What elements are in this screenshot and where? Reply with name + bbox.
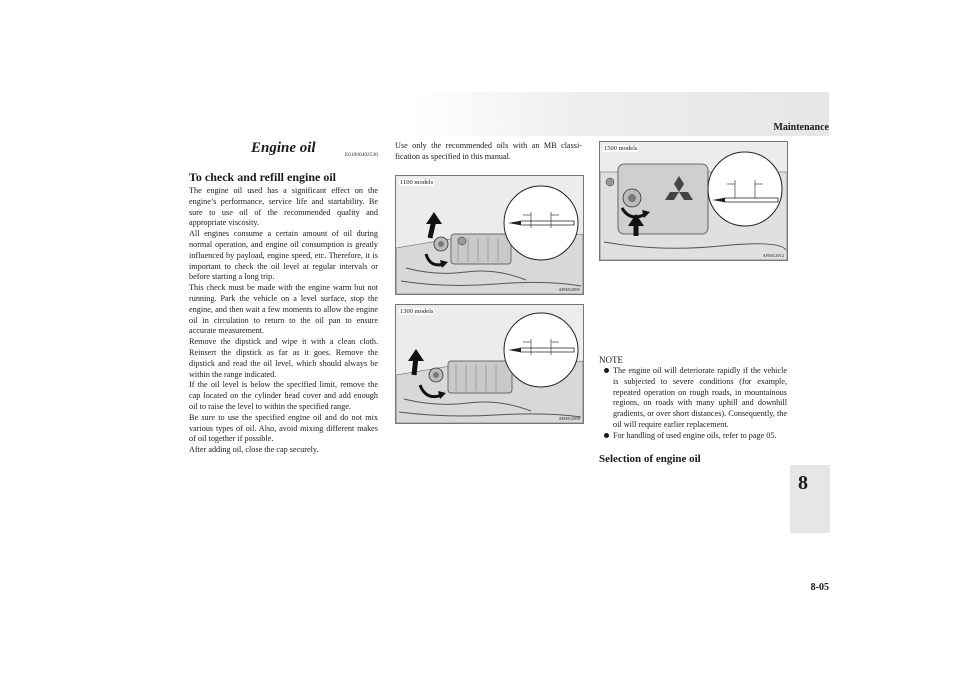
note-title: NOTE — [599, 355, 623, 365]
title-row — [189, 140, 378, 170]
right-column — [599, 355, 787, 465]
paragraph: The engine oil used has a significant effect on the engine’s performance, service life and startability. Be sure to use oil of the recommended quality and appropriate viscosity. — [189, 186, 378, 228]
header-title: Maintenance — [773, 122, 829, 133]
figure-1500-models — [599, 141, 788, 261]
figure-1100-models — [395, 175, 584, 295]
header-band — [415, 92, 829, 136]
section-number: 8 — [798, 472, 808, 494]
figure-1300-models — [395, 304, 584, 424]
intro-paragraph: Use only the recommended oils with an MB classification as specified in this manual. — [395, 141, 582, 161]
left-column — [189, 140, 378, 456]
paragraph: After adding oil, close the cap securely. — [189, 445, 319, 455]
bullet-icon — [604, 433, 609, 438]
figure-label: 1500 models — [604, 145, 638, 152]
paragraph: This check must be made with the engine warm but not running. Park the vehicle on a level surface, stop the engine, and then wait a few moments to allow the engine oil in circulation to return to the oil pan to ensure accurate measurement. — [189, 283, 378, 336]
note-item — [599, 366, 787, 431]
paragraph: Be sure to use the specified engine oil and do not mix various types of oil. Also, avoid mixing different makes of oil together if possible. — [189, 412, 378, 444]
engine-bay-illustration — [396, 305, 583, 423]
figure-label: 1300 models — [400, 308, 434, 315]
selection-title: Selection of engine oil — [599, 452, 701, 465]
subsection-title: To check and refill engine oil — [189, 170, 337, 184]
figure-label: 1100 models — [400, 179, 434, 186]
doc-code: E01000402530 — [345, 153, 378, 158]
figure-code: AF0012912 — [762, 253, 784, 258]
middle-column — [395, 141, 582, 163]
paragraph: Remove the dipstick and wipe it with a clean cloth. Reinsert the dipstick as far as it goes. Remove the dipstick and read the oil level, which should always be within the range indicated. — [189, 337, 378, 379]
figure-code: AF0012909 — [558, 416, 580, 421]
paragraph: All engines consume a certain amount of oil during normal operation, and engine oil consumption is greatly influenced by payload, engine speed, etc. Therefore, it is important to check the oil level at regular intervals or before starting a long trip. — [189, 229, 378, 282]
section-tab — [790, 465, 830, 533]
note-item — [599, 431, 787, 442]
bullet-icon — [604, 368, 609, 373]
paragraph: If the oil level is below the specified limit, remove the cap located on the cylinder head cover and add enough oil to raise the level to within the specified range. — [189, 380, 378, 411]
engine-bay-illustration — [600, 142, 787, 260]
page-title: Engine oil — [251, 140, 316, 156]
engine-bay-illustration — [396, 176, 583, 294]
figure-code: AF0012895 — [558, 287, 580, 292]
page-number: 8-05 — [810, 582, 829, 593]
note-text: For handling of used engine oils, refer to page 05. — [613, 430, 777, 440]
note-text: The engine oil will deteriorate rapidly if the vehicle is subjected to severe conditions (for example, repeated operation on rough roads, in mountainous regions, on roads with many uphill and downhill gradients, or over short distances). Consequently, the oil will require earlier replacement. — [613, 366, 787, 429]
note-list — [599, 366, 787, 442]
